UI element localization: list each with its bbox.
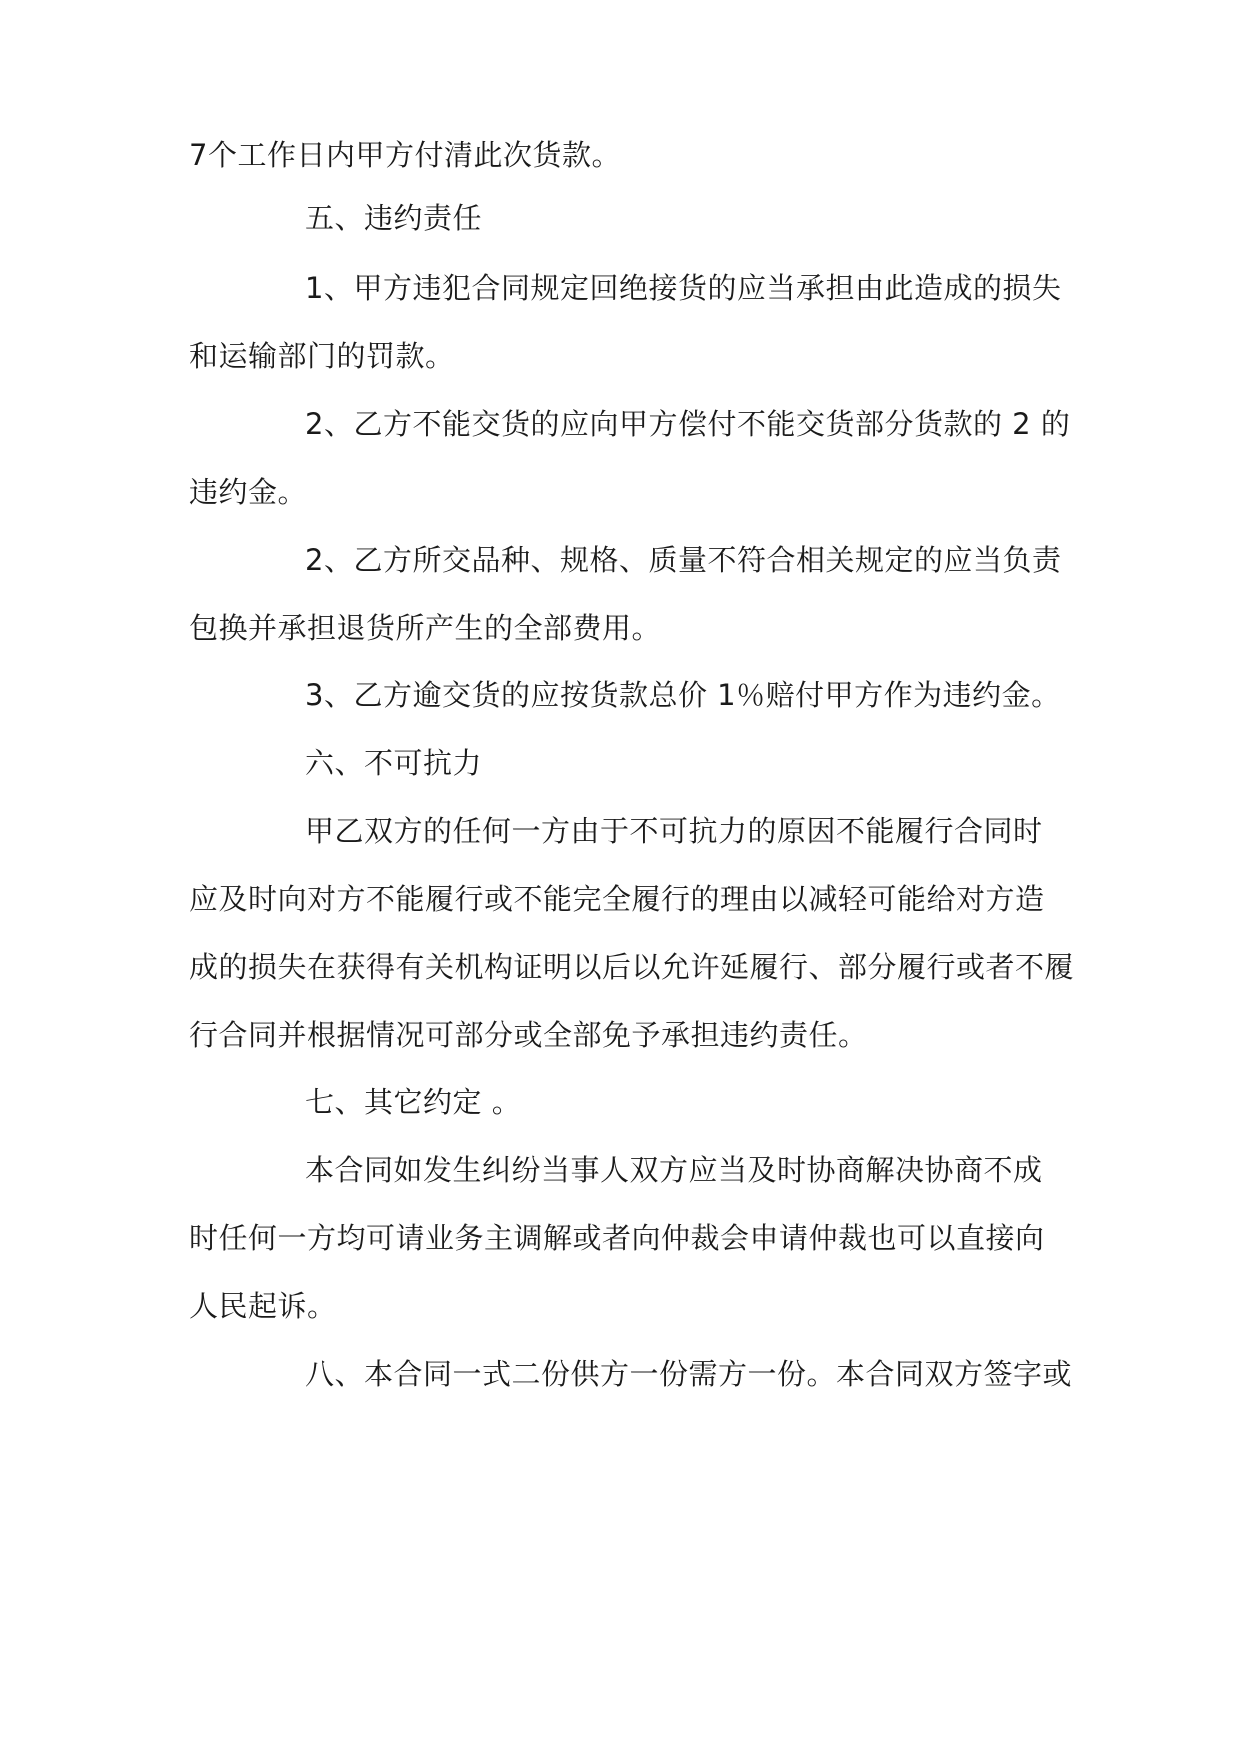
clause-2b-line-1: 2、乙方所交品种、规格、质量不符合相关规定的应当负责 xyxy=(305,543,1062,577)
section-heading-breach-liability: 五、违约责任 xyxy=(305,201,483,235)
dispute-line-3: 人民起诉。 xyxy=(189,1289,337,1323)
force-majeure-line-3: 成的损失在获得有关机构证明以后以允许延履行、部分履行或者不履 xyxy=(189,950,1075,984)
section-heading-force-majeure: 六、不可抗力 xyxy=(305,746,483,780)
payment-deadline-line: 7个工作日内甲方付清此次货款。 xyxy=(189,138,621,172)
force-majeure-line-4: 行合同并根据情况可部分或全部免予承担违约责任。 xyxy=(189,1018,868,1052)
clause-1-line-1: 1、甲方违犯合同规定回绝接货的应当承担由此造成的损失 xyxy=(305,271,1062,305)
clause-1-line-2: 和运输部门的罚款。 xyxy=(189,339,455,373)
dispute-line-2: 时任何一方均可请业务主调解或者向仲裁会申请仲裁也可以直接向 xyxy=(189,1221,1045,1255)
dispute-line-1: 本合同如发生纠纷当事人双方应当及时协商解决协商不成 xyxy=(305,1153,1043,1187)
clause-3-line: 3、乙方逾交货的应按货款总价 1％赔付甲方作为违约金。 xyxy=(305,678,1061,712)
force-majeure-line-2: 应及时向对方不能履行或不能完全履行的理由以减轻可能给对方造 xyxy=(189,882,1045,916)
clause-2-line-2: 违约金。 xyxy=(189,475,308,509)
section-heading-other-agreements: 七、其它约定 。 xyxy=(305,1085,522,1119)
section-heading-copies: 八、本合同一式二份供方一份需方一份。本合同双方签字或 xyxy=(305,1357,1073,1391)
clause-2-line-1: 2、乙方不能交货的应向甲方偿付不能交货部分货款的 2 的 xyxy=(305,407,1071,441)
force-majeure-line-1: 甲乙双方的任何一方由于不可抗力的原因不能履行合同时 xyxy=(305,814,1043,848)
clause-2b-line-2: 包换并承担退货所产生的全部费用。 xyxy=(189,611,662,645)
